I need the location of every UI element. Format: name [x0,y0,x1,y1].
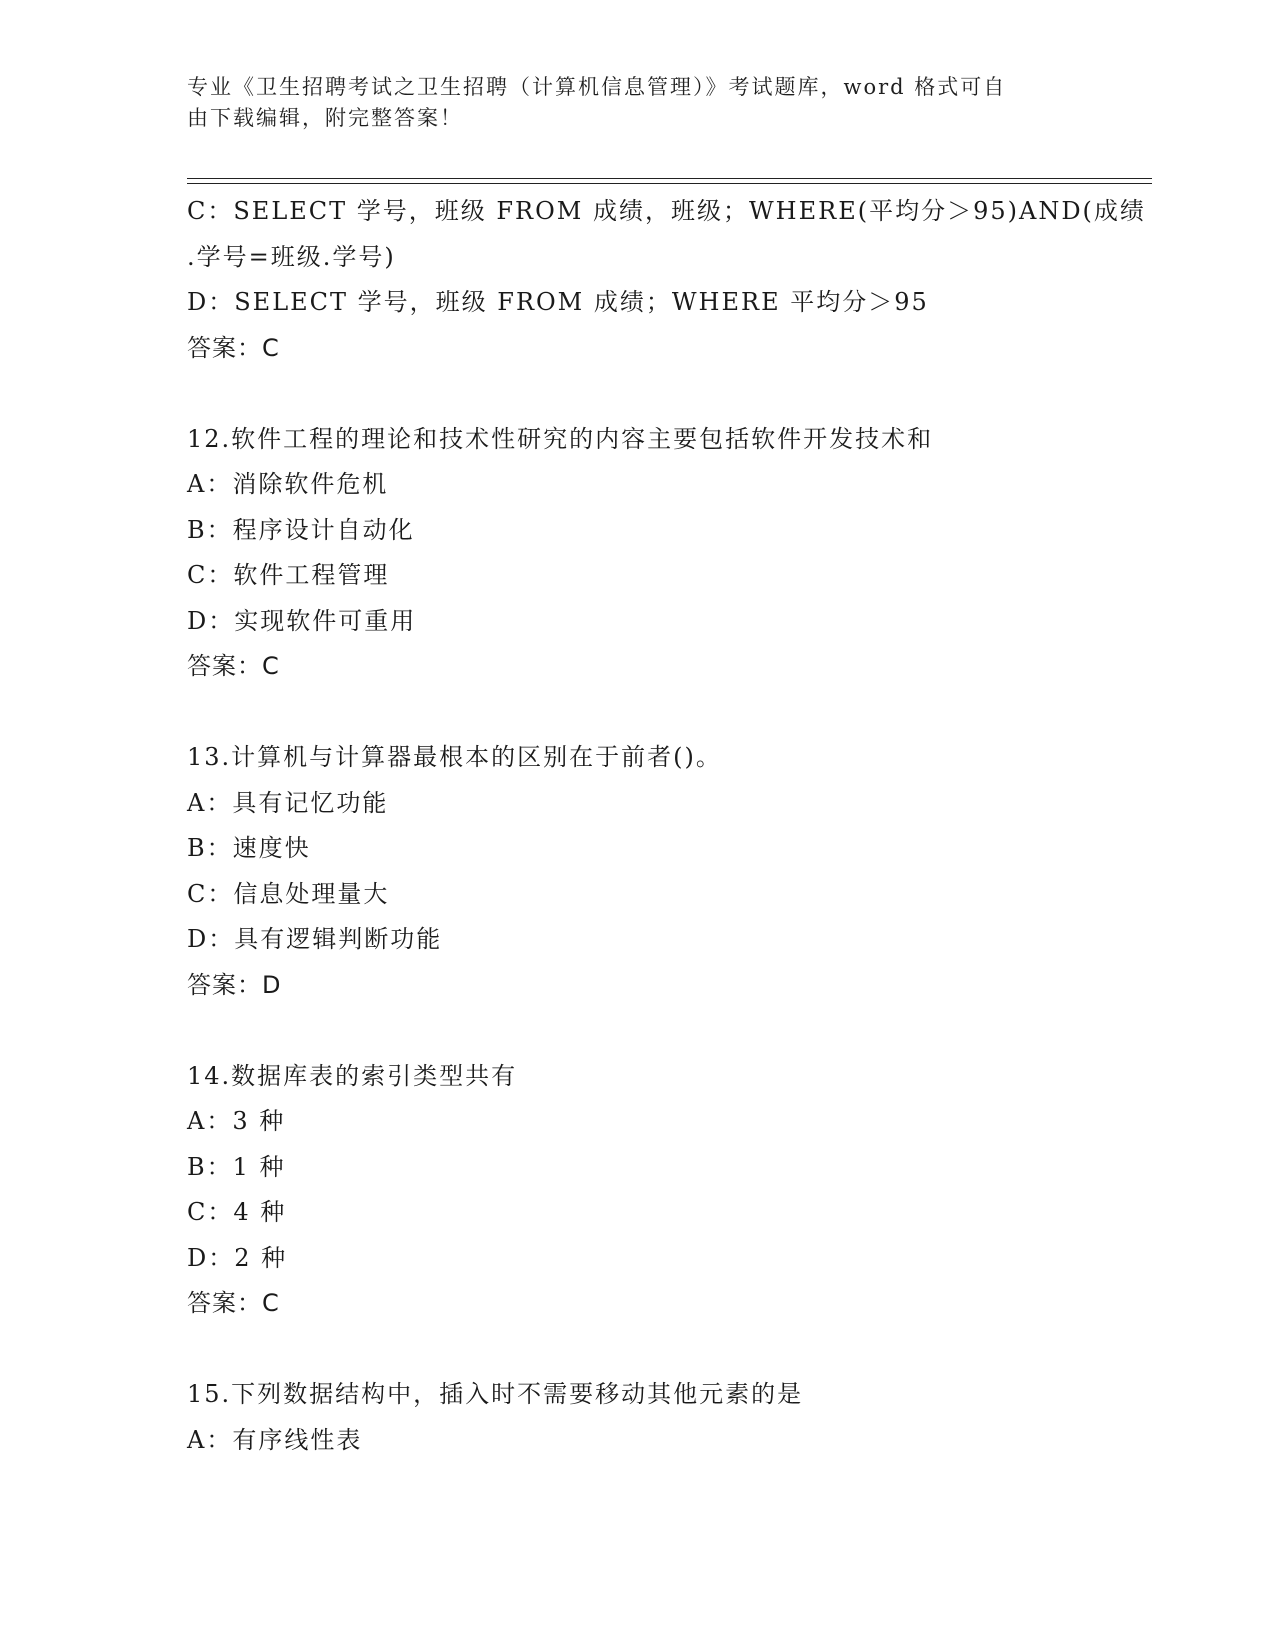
q14-question: 14.数据库表的索引类型共有 [187,1061,518,1090]
q12-answer: 答案：C [187,652,280,680]
header-line-1: 专业《卫生招聘考试之卫生招聘（计算机信息管理）》考试题库，word 格式可自 [187,75,1007,99]
q11-option-c-2: .学号=班级.学号) [187,242,396,271]
spacer [187,690,1087,736]
q11-option-c-1: C：SELECT 学号，班级 FROM 成绩，班级；WHERE(平均分＞95)AND(成绩 [187,197,1146,225]
header-rule-top [187,178,1152,179]
q12-option-c: C：软件工程管理 [187,561,390,589]
q13-option-b: B：速度快 [187,834,311,862]
q13-option-c: C：信息处理量大 [187,879,390,908]
q11-answer: 答案：C [187,333,280,362]
q14-option-d: D：2 种 [187,1243,288,1272]
q12-question: 12.软件工程的理论和技术性研究的内容主要包括软件开发技术和 [187,424,934,453]
q13-answer: 答案：D [187,970,282,999]
q11-option-d: D：SELECT 学号，班级 FROM 成绩；WHERE 平均分＞95 [187,288,929,316]
spacer [187,1008,1087,1054]
spacer [187,371,1087,417]
q14-answer: 答案：C [187,1289,280,1317]
header-line-2: 由下载编辑，附完整答案！ [187,106,463,130]
q13-option-a: A：具有记忆功能 [187,788,389,817]
q14-option-c: C：4 种 [187,1198,287,1226]
q12-option-a: A：消除软件危机 [187,470,389,498]
q15-option-a: A：有序线性表 [187,1425,363,1454]
q15-question: 15.下列数据结构中，插入时不需要移动其他元素的是 [187,1380,804,1408]
q13-question: 13.计算机与计算器最根本的区别在于前者()。 [187,743,722,771]
q14-option-a: A：3 种 [187,1107,286,1135]
header-rule-bottom [187,183,1152,184]
q14-option-b: B：1 种 [187,1152,286,1181]
spacer [187,1327,1087,1373]
question-list [187,189,1146,1463]
q13-option-d: D：具有逻辑判断功能 [187,925,443,953]
q12-option-b: B：程序设计自动化 [187,515,415,544]
document-header [187,72,1067,134]
q12-option-d: D：实现软件可重用 [187,606,417,635]
